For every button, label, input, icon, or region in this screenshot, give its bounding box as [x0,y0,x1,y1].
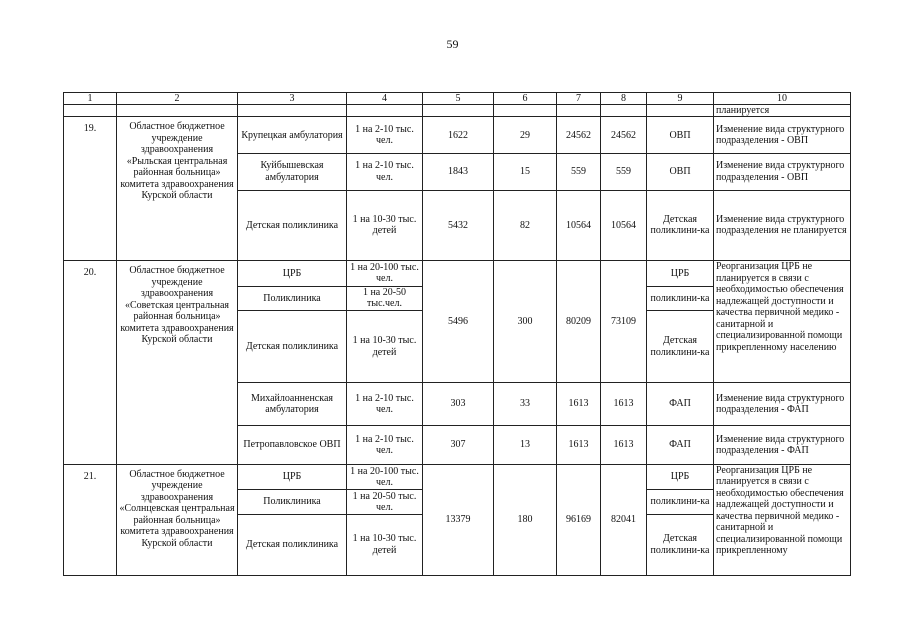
norm-cell: 1 на 20-100 тыс. чел. [347,464,423,489]
continuation-note: планируется [714,105,851,117]
unit-name: Детская поликлиника [238,311,347,383]
entry-number: 21. [83,470,97,482]
unit-name: Куйбышевская амбулатория [238,154,347,191]
note-cell: Изменение вида структурного подразделения - ОВП [714,117,851,154]
unit-name: Петропавловское ОВП [238,426,347,465]
type-cell: Детская поликлини-ка [647,311,714,383]
header-cell: 8 [601,93,647,105]
type-cell: ОВП [647,117,714,154]
note-cell: Изменение вида структурного подразделения - ФАП [714,383,851,426]
entry-number: 20. [83,267,97,279]
value-cell: 5496 [423,261,494,383]
unit-name: ЦРБ [238,464,347,489]
facilities-table [63,92,851,576]
value-cell: 1622 [423,117,494,154]
header-cell: 4 [347,93,423,105]
norm-cell: 1 на 10-30 тыс. детей [347,311,423,383]
type-cell: ФАП [647,426,714,465]
type-cell: Детская поликлини-ка [647,514,714,575]
unit-name: Детская поликлиника [238,190,347,260]
header-cell: 9 [647,93,714,105]
value-cell: 303 [423,383,494,426]
unit-name: ЦРБ [238,261,347,286]
value-cell: 559 [601,154,647,191]
value-cell: 1613 [557,426,601,465]
norm-cell: 1 на 2-10 тыс. чел. [347,117,423,154]
note-cell: Изменение вида структурного подразделения - ФАП [714,426,851,465]
value-cell: 180 [494,464,557,575]
continuation-row [64,105,851,117]
value-cell: 559 [557,154,601,191]
unit-name: Поликлиника [238,490,347,514]
header-cell: 3 [238,93,347,105]
header-cell: 7 [557,93,601,105]
value-cell: 1613 [601,426,647,465]
value-cell: 82 [494,190,557,260]
value-cell: 13 [494,426,557,465]
header-cell: 5 [423,93,494,105]
table-row [64,117,851,154]
table-row [64,464,851,489]
header-row [64,93,851,105]
value-cell: 24562 [557,117,601,154]
norm-cell: 1 на 2-10 тыс. чел. [347,426,423,465]
header-cell: 1 [64,93,117,105]
value-cell: 80209 [557,261,601,383]
type-cell: ЦРБ [647,464,714,489]
type-cell: поликлини-ка [647,286,714,310]
value-cell: 307 [423,426,494,465]
type-cell: ЦРБ [647,261,714,286]
note-cell: Изменение вида структурного подразделения не планируется [714,190,851,260]
value-cell: 73109 [601,261,647,383]
note-cell: Изменение вида структурного подразделения - ОВП [714,154,851,191]
header-cell: 6 [494,93,557,105]
header-cell: 10 [714,93,851,105]
value-cell: 1843 [423,154,494,191]
type-cell: ФАП [647,383,714,426]
value-cell: 10564 [557,190,601,260]
value-cell: 1613 [601,383,647,426]
organization-name: Областное бюджетное учреждение здравоохранения «Солнцевская центральная районная больница» комитета здравоохранения Курской области [119,468,235,549]
value-cell: 96169 [557,464,601,575]
note-cell: Реорганизация ЦРБ не планируется в связи с необходимостью обеспечения надлежащей доступности и качества первичной медико - санитарной и специализированной помощи прикрепленному [714,464,851,575]
value-cell: 33 [494,383,557,426]
norm-cell: 1 на 20-50 тыс. чел. [347,490,423,514]
norm-cell: 1 на 2-10 тыс. чел. [347,154,423,191]
value-cell: 1613 [557,383,601,426]
value-cell: 15 [494,154,557,191]
organization-name: Областное бюджетное учреждение здравоохранения «Рыльская центральная районная больница» комитета здравоохранения Курской области [120,121,234,202]
value-cell: 13379 [423,464,494,575]
table-row [64,261,851,286]
value-cell: 5432 [423,190,494,260]
unit-name: Крупецкая амбулатория [238,117,347,154]
value-cell: 10564 [601,190,647,260]
type-cell: ОВП [647,154,714,191]
organization-name: Областное бюджетное учреждение здравоохранения «Советская центральная районная больница» комитета здравоохранения Курской области [120,265,234,346]
value-cell: 29 [494,117,557,154]
type-cell: Детская поликлини-ка [647,190,714,260]
header-cell: 2 [117,93,238,105]
unit-name: Детская поликлиника [238,514,347,575]
type-cell: поликлини-ка [647,490,714,514]
unit-name: Поликлиника [238,286,347,310]
norm-cell: 1 на 2-10 тыс. чел. [347,383,423,426]
norm-cell: 1 на 20-100 тыс. чел. [347,261,423,286]
unit-name: Михайлоанненская амбулатория [238,383,347,426]
norm-cell: 1 на 10-30 тыс. детей [347,190,423,260]
value-cell: 24562 [601,117,647,154]
page-number: 59 [446,37,459,51]
value-cell: 82041 [601,464,647,575]
entry-number: 19. [83,123,97,135]
norm-cell: 1 на 20-50 тыс.чел. [347,286,423,310]
value-cell: 300 [494,261,557,383]
norm-cell: 1 на 10-30 тыс. детей [347,514,423,575]
note-cell: Реорганизация ЦРБ не планируется в связи с необходимостью обеспечения надлежащей доступности и качества первичной медико - санитарной и специализированной помощи прикрепленному населению [714,261,851,383]
